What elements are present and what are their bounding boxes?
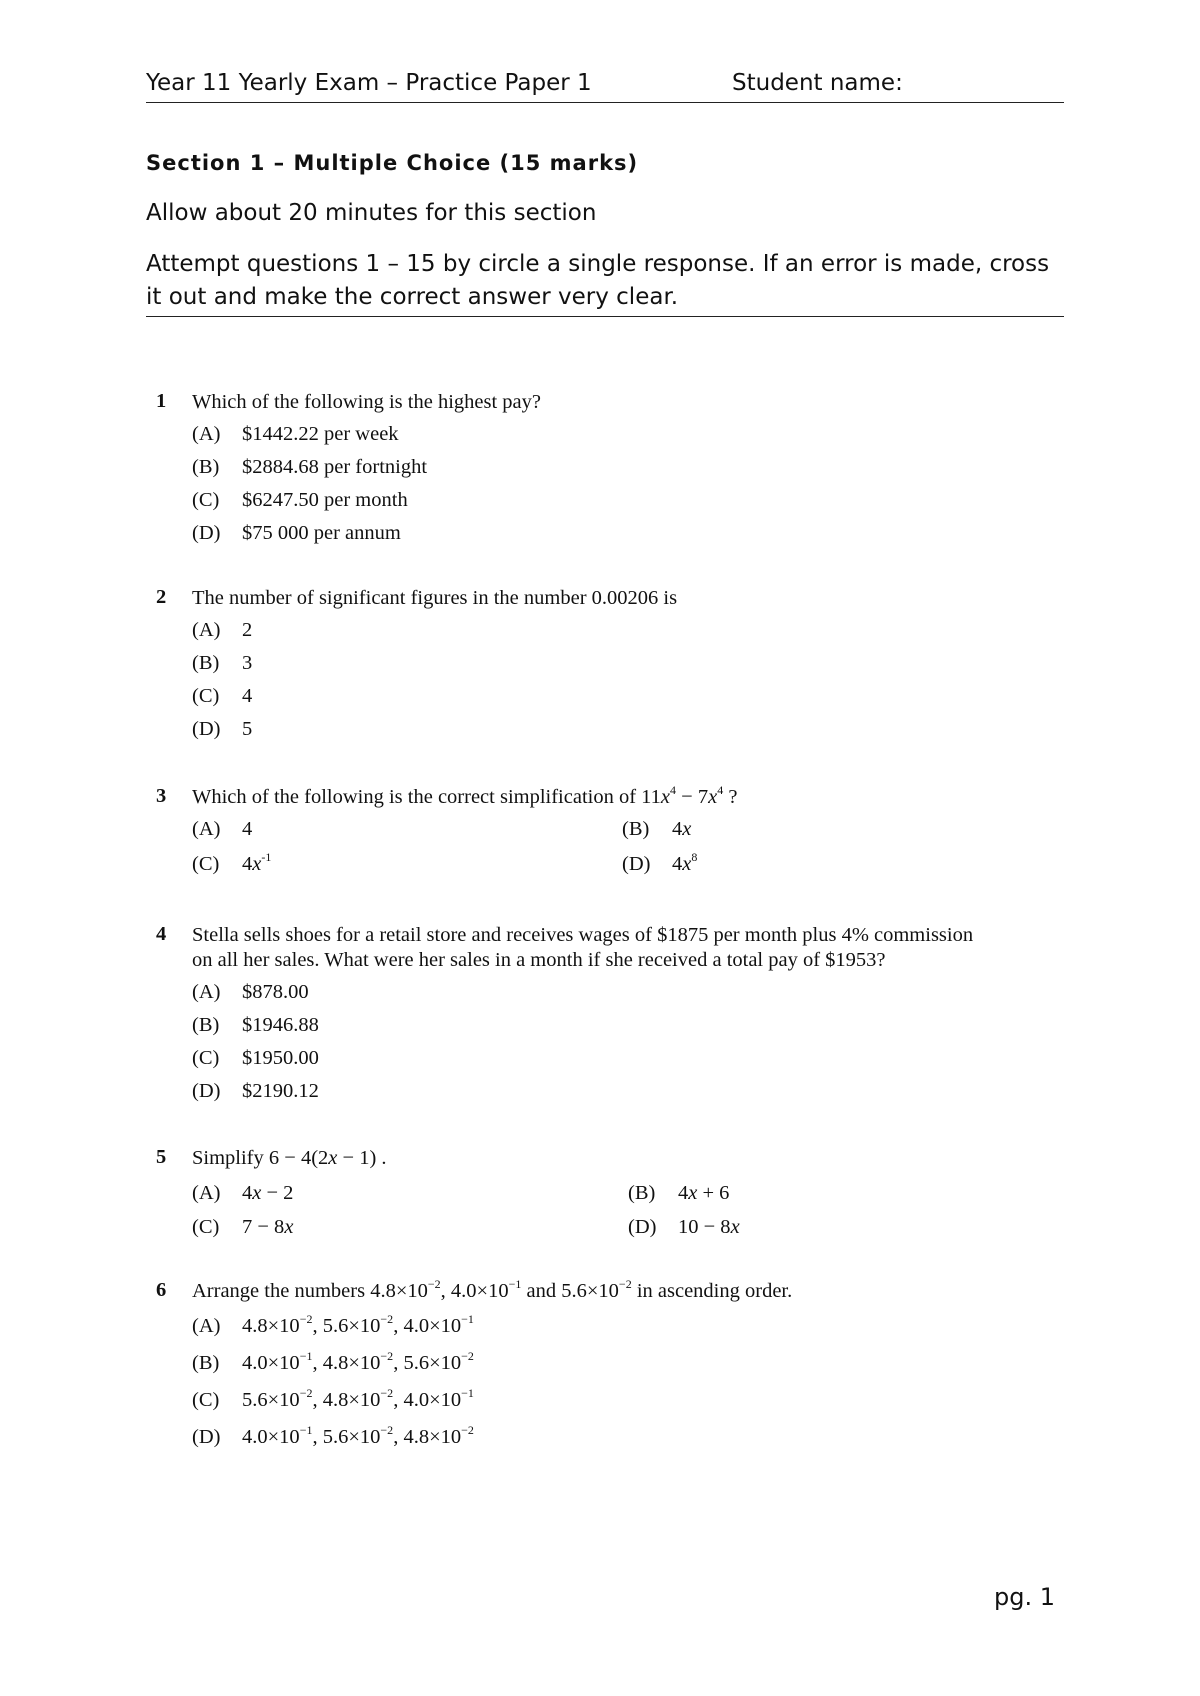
question-5 — [156, 1146, 1056, 1236]
option-d[interactable] — [622, 850, 698, 876]
option-label: (C) — [192, 1216, 220, 1238]
option-label: (B) — [192, 1352, 220, 1374]
option-d[interactable] — [628, 1216, 740, 1239]
question-stem: Which of the following is the highest pay? — [192, 391, 541, 413]
option-label: (C) — [192, 685, 220, 707]
option-text: 3 — [242, 652, 253, 674]
option-b[interactable] — [192, 1014, 319, 1037]
option-d[interactable] — [192, 718, 252, 741]
option-label: (D) — [622, 853, 651, 875]
exam-title: Year 11 Yearly Exam – Practice Paper 1 — [146, 70, 592, 96]
option-text: $2884.68 per fortnight — [242, 456, 428, 478]
question-stem: Arrange the numbers $4.8\times 10^{-2}$, $4.0\times 10^{-1}$ and $5.6\times 10^{-2}$ in ascending order. — [192, 1277, 793, 1302]
option-text: 5 — [242, 718, 253, 740]
section-heading: Section 1 – Multiple Choice (15 marks) — [146, 151, 639, 175]
option-text: $4.0\times 10^{-1}$, $4.8\times 10^{-2}$, $5.6\times 10^{-2}$ — [242, 1349, 474, 1374]
time-note: Allow about 20 minutes for this section — [146, 200, 597, 226]
option-c[interactable] — [192, 1047, 319, 1070]
question-2 — [156, 586, 1056, 740]
option-label: (A) — [192, 619, 221, 641]
question-number: 6 — [156, 1279, 167, 1301]
page-number: pg. 1 — [994, 1583, 1055, 1611]
option-label: (C) — [192, 853, 220, 875]
question-4 — [156, 923, 1056, 1103]
instructions: Attempt questions 1 – 15 by circle a single response. If an error is made, cross it out and make the correct answer very clear. — [146, 248, 1064, 317]
option-a[interactable] — [192, 619, 252, 642]
option-c[interactable] — [192, 1386, 474, 1412]
option-label: (B) — [622, 818, 650, 840]
option-a[interactable] — [192, 818, 252, 841]
option-text: $4x^8$ — [672, 850, 698, 875]
option-text: $1946.88 — [242, 1014, 319, 1036]
option-d[interactable] — [192, 1423, 474, 1449]
option-label: (C) — [192, 1047, 220, 1069]
option-label: (D) — [192, 522, 221, 544]
question-6 — [156, 1279, 1056, 1449]
option-label: (A) — [192, 818, 221, 840]
page-header — [146, 70, 1064, 103]
option-label: (D) — [628, 1216, 657, 1238]
option-b[interactable] — [192, 652, 252, 675]
option-text: $4.0\times 10^{-1}$, $5.6\times 10^{-2}$, $4.8\times 10^{-2}$ — [242, 1423, 474, 1448]
option-label: (A) — [192, 1315, 221, 1337]
option-b[interactable] — [622, 818, 691, 841]
option-text: $1950.00 — [242, 1047, 319, 1069]
question-stem: Which of the following is the correct simplification of $11x^4 - 7x^4$ ? — [192, 783, 738, 808]
option-text: 10 − 8x — [678, 1216, 740, 1238]
option-b[interactable] — [628, 1182, 729, 1205]
question-number: 5 — [156, 1146, 167, 1168]
option-text: $878.00 — [242, 981, 309, 1003]
option-label: (A) — [192, 981, 221, 1003]
option-text: $1442.22 per week — [242, 423, 399, 445]
option-b[interactable] — [192, 1349, 474, 1375]
option-c[interactable] — [192, 685, 252, 708]
option-label: (B) — [192, 456, 220, 478]
option-a[interactable] — [192, 1312, 474, 1338]
option-a[interactable] — [192, 1182, 293, 1205]
option-label: (D) — [192, 1426, 221, 1448]
option-text: 4 — [242, 685, 253, 707]
option-text: 4x + 6 — [678, 1182, 730, 1204]
option-a[interactable] — [192, 981, 309, 1004]
option-label: (A) — [192, 423, 221, 445]
option-c[interactable] — [192, 850, 272, 876]
option-label: (B) — [192, 652, 220, 674]
option-text: 7 − 8x — [242, 1216, 294, 1238]
question-stem: Stella sells shoes for a retail store and receives wages of $1875 per month plus 4% commission on all her sales. What were her sales in a month if she received a total pay of $1953? — [192, 924, 974, 971]
option-text: $2190.12 — [242, 1080, 319, 1102]
question-number: 2 — [156, 586, 167, 608]
option-label: (B) — [628, 1182, 656, 1204]
option-label: (C) — [192, 1389, 220, 1411]
option-d[interactable] — [192, 522, 401, 545]
student-name-label: Student name: — [732, 70, 903, 96]
option-text: $4x^{-1}$ — [242, 850, 272, 875]
option-d[interactable] — [192, 1080, 319, 1103]
option-text: $4.8\times 10^{-2}$, $5.6\times 10^{-2}$, $4.0\times 10^{-1}$ — [242, 1312, 474, 1337]
option-label: (B) — [192, 1014, 220, 1036]
option-text: $75 000 per annum — [242, 522, 401, 544]
option-a[interactable] — [192, 423, 399, 446]
question-stem: The number of significant figures in the number 0.00206 is — [192, 587, 678, 609]
option-label: (C) — [192, 489, 220, 511]
question-stem: Simplify 6 − 4(2x − 1) . — [192, 1147, 387, 1169]
option-c[interactable] — [192, 1216, 293, 1239]
option-label: (D) — [192, 718, 221, 740]
option-text: $6247.50 per month — [242, 489, 408, 511]
option-label: (D) — [192, 1080, 221, 1102]
question-number: 3 — [156, 785, 167, 807]
question-1 — [156, 390, 1056, 544]
option-text: $5.6\times 10^{-2}$, $4.8\times 10^{-2}$, $4.0\times 10^{-1}$ — [242, 1386, 474, 1411]
question-number: 4 — [156, 923, 167, 945]
question-3 — [156, 785, 1056, 875]
option-b[interactable] — [192, 456, 427, 479]
question-number: 1 — [156, 390, 167, 412]
option-text: 4x − 2 — [242, 1182, 294, 1204]
option-c[interactable] — [192, 489, 408, 512]
option-label: (A) — [192, 1182, 221, 1204]
option-text: 2 — [242, 619, 253, 641]
option-text: 4 — [242, 818, 253, 840]
option-text: 4x — [672, 818, 692, 840]
